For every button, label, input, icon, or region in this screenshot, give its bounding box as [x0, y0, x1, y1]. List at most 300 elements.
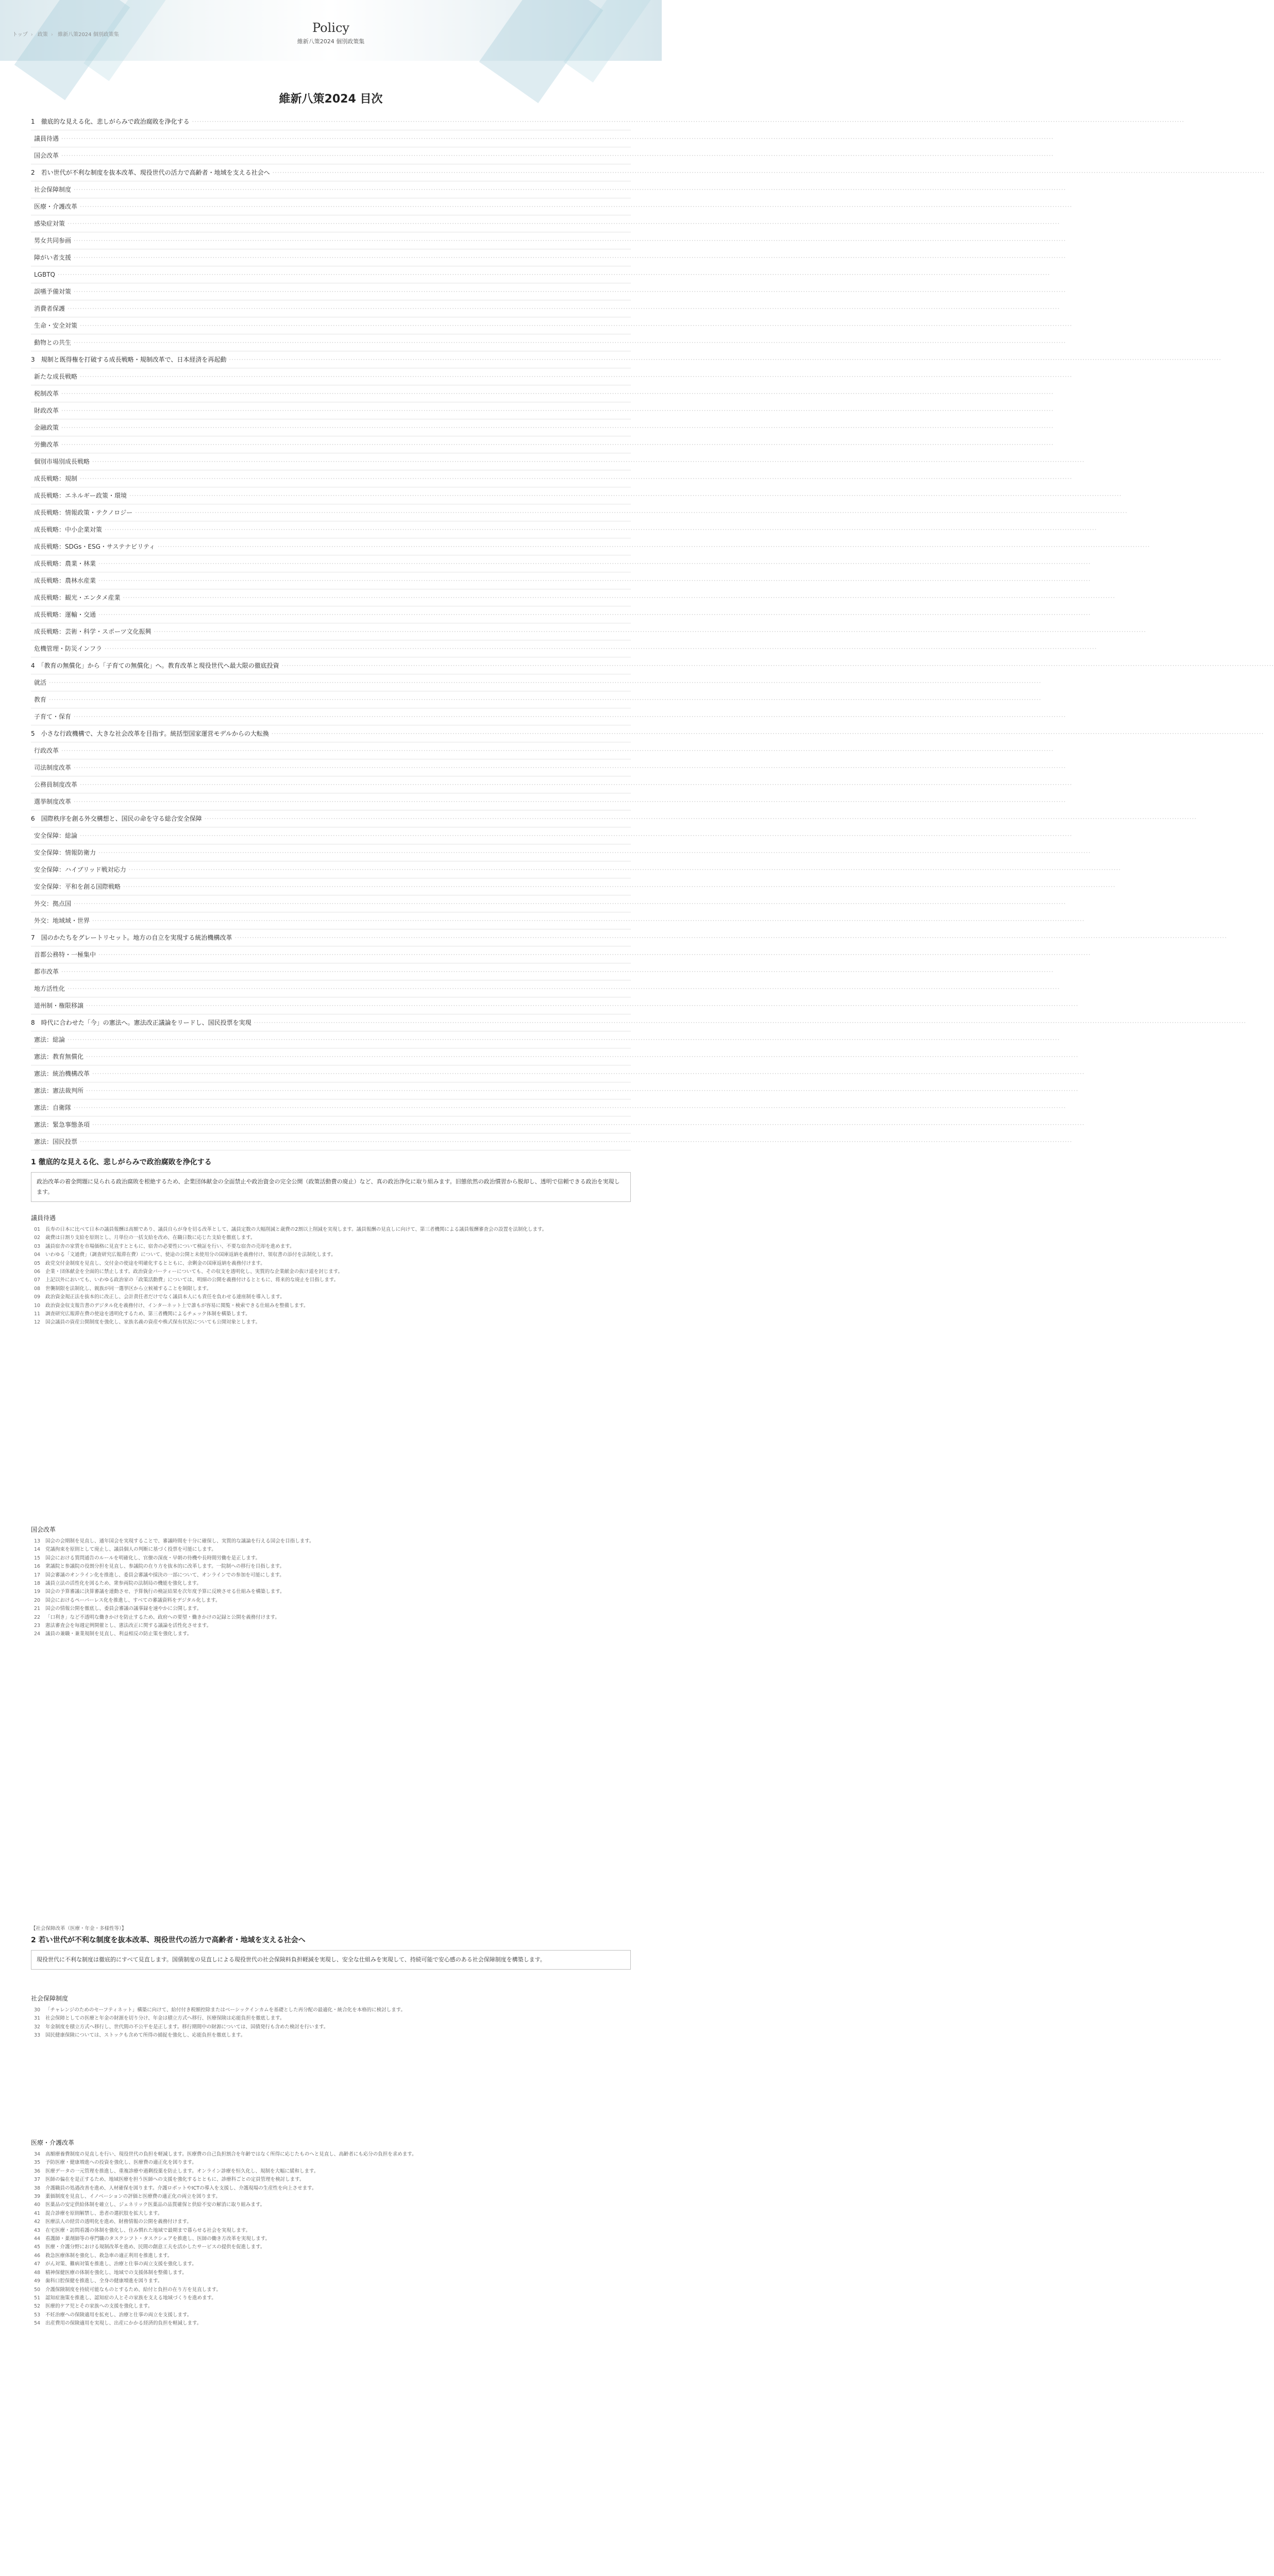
policy-item-number: 43: [34, 2227, 41, 2233]
toc-item-label: 成長戦略：SDGs・ESG・サステナビリティ: [34, 543, 155, 550]
toc-item-label: 個別市場別成長戦略: [34, 458, 90, 465]
section-1-title: 1 徹底的な見える化、悲しがらみで政治腐敗を浄化する: [31, 1158, 212, 1166]
policy-item-text: 世襲制限を法制化し、親族が同一選挙区から立候補することを制限します。: [45, 1285, 212, 1292]
toc-item-link[interactable]: [31, 368, 1072, 385]
policy-item-number: 01: [34, 1227, 41, 1232]
toc-leader-dots: ················································································································································································································································································································································································································: [90, 1121, 1085, 1128]
subsection-heading: 国会改革: [31, 1526, 56, 1533]
toc-item-link[interactable]: [31, 674, 1042, 691]
policy-item-text: 救急医療体制を強化し、救急車の適正利用を推進します。: [45, 2252, 173, 2259]
policy-item-text: 予防医療・健康増進への投資を強化し、医療費の適正化を図ります。: [45, 2160, 197, 2166]
breadcrumb-separator: ›: [51, 32, 53, 38]
toc-item-label: 就活: [34, 679, 47, 686]
toc-item-label: 安全保障：ハイブリッド戦対応力: [34, 866, 126, 873]
toc-chapter-link[interactable]: [31, 929, 1228, 946]
toc-item-label: 議員待遇: [34, 135, 59, 142]
policy-item: [31, 1268, 631, 1276]
policy-paragraph-list: [31, 1537, 631, 1908]
toc-item-link[interactable]: [31, 470, 1072, 487]
policy-item-text: 国会の会期制を見直し、通年国会を実現することで、審議時間を十分に確保し、実質的な議論を行える国会を目指します。: [45, 1538, 314, 1544]
section-2-title: 2 若い世代が不利な制度を抜本改革、現役世代の活力で高齢者・地域を支える社会へ: [31, 1936, 306, 1944]
policy-item: [31, 2023, 631, 2031]
toc-item-label: 誤嚥予備対策: [34, 288, 72, 295]
policy-item-number: 13: [34, 1538, 41, 1544]
policy-item-text: 「口利き」など不透明な働きかけを防止するため、政府への要望・働きかけの記録と公開を義務付けます。: [45, 1614, 280, 1620]
policy-item-number: 31: [34, 2015, 41, 2022]
toc-leader-dots: ················································································································································································································································································································································································································: [65, 220, 1060, 227]
toc-item-link[interactable]: [31, 1133, 1072, 1150]
toc-leader-dots: ················································································································································································································································································································································································································: [83, 1087, 1079, 1094]
policy-item: [31, 2302, 631, 2311]
policy-item: [31, 1571, 631, 1580]
toc-leader-dots: ················································································································································································································································································································································································································: [77, 322, 1072, 329]
toc-item-link[interactable]: [31, 997, 1079, 1014]
toc-leader-dots: ················································································································································································································································································································································································································: [132, 509, 1128, 516]
toc-leader-dots: ················································································································································································································································································································································································································: [126, 866, 1121, 873]
policy-item: [31, 1537, 631, 1546]
toc-chapter-link[interactable]: [31, 725, 1264, 742]
policy-item: [31, 2014, 631, 2023]
toc-leader-dots: ················································································································································································································································································································································································································: [59, 407, 1054, 414]
policy-item-number: 54: [34, 2320, 41, 2327]
toc-item-label: 1 徹底的な見える化、悲しがらみで政治腐敗を浄化する: [31, 118, 190, 125]
policy-item-text: 政治資金規正法を抜本的に改正し、会計責任者だけでなく議員本人にも責任を負わせる連座制を導入します。: [45, 1294, 285, 1300]
toc-leader-dots: ················································································································································································································································································································································································································: [121, 883, 1116, 890]
toc-leader-dots: ················································································································································································································································································································································································································: [59, 968, 1054, 975]
toc-leader-dots: ················································································································································································································································································································································································································: [71, 1104, 1066, 1111]
toc-item-label: 道州制・権限移譲: [34, 1002, 84, 1009]
toc-item-link[interactable]: [31, 912, 1085, 929]
toc-item-label: 6 国際秩序を創る外交構想と、国民の命を守る総合安全保障: [31, 815, 202, 822]
toc-item-link[interactable]: [31, 623, 1147, 640]
toc-chapter-link[interactable]: [31, 1014, 1247, 1031]
policy-item-text: 出産費用の保険適用を実現し、出産にかかる経済的負担を軽減します。: [45, 2320, 202, 2327]
toc-leader-dots: ················································································································································································································································································································································································································: [232, 934, 1228, 941]
toc-item-link[interactable]: [31, 487, 1122, 504]
toc-item-link[interactable]: [31, 895, 1066, 912]
toc-leader-dots: ················································································································································································································································································································································································································: [90, 917, 1085, 924]
toc-item-link[interactable]: [31, 878, 1116, 895]
policy-item-number: 34: [34, 2151, 41, 2157]
toc-chapter-link[interactable]: [31, 657, 1274, 674]
policy-item-number: 41: [34, 2210, 41, 2216]
toc-leader-dots: ················································································································································································································································································································································································································: [77, 203, 1072, 210]
policy-item: [31, 2235, 631, 2243]
toc-item-link[interactable]: [31, 504, 1128, 521]
toc-item-label: LGBTQ: [34, 271, 55, 278]
toc-item-link[interactable]: [31, 266, 1050, 283]
toc-item-label: 成長戦略：運輸・交通: [34, 611, 96, 618]
toc-item-link[interactable]: [31, 198, 1072, 215]
toc-item-label: 新たな成長戦略: [34, 373, 78, 380]
toc-item-link[interactable]: [31, 708, 1066, 725]
policy-item-number: 32: [34, 2024, 41, 2030]
toc-item-link[interactable]: [31, 538, 1150, 555]
toc-item-label: 成長戦略：農業・林業: [34, 560, 96, 567]
policy-item-text: 認知症施策を推進し、認知症の人とその家族を支える地域づくりを進めます。: [45, 2295, 216, 2301]
toc-item-label: 教育: [34, 696, 47, 703]
toc-leader-dots: ················································································································································································································································································································································································································: [226, 356, 1222, 363]
toc-leader-dots: ················································································································································································································································································································································································································: [202, 815, 1197, 822]
toc-item-link[interactable]: [31, 1048, 1079, 1065]
policy-item-text: 医療的ケア児とその家族への支援を強化します。: [45, 2303, 153, 2310]
breadcrumb-separator: ›: [30, 32, 33, 38]
toc-item-label: 憲法：自衛隊: [34, 1104, 72, 1111]
toc-leader-dots: ················································································································································································································································································································································································································: [251, 1019, 1247, 1026]
toc-leader-dots: ················································································································································································································································································································································································································: [59, 424, 1054, 431]
policy-item-text: 議員立法の活性化を図るため、衆参両院の法制局の機能を強化します。: [45, 1581, 202, 1587]
toc-item-label: 首都公務特・一極集中: [34, 951, 96, 958]
policy-item-number: 22: [34, 1614, 41, 1620]
policy-item-text: 混合診療を原則解禁し、患者の選択肢を拡大します。: [45, 2210, 163, 2216]
policy-item-number: 47: [34, 2261, 41, 2267]
toc-item-link[interactable]: [31, 402, 1054, 419]
toc-item-label: 5 小さな行政機構で、大きな社会改革を目指す。統括型国家運営モデルからの大転換: [31, 730, 269, 737]
toc-item-label: 成長戦略：芸術・科学・スポーツ文化振興: [34, 628, 152, 635]
policy-item: [31, 2201, 631, 2209]
toc-leader-dots: ················································································································································································································································································································································································································: [189, 118, 1185, 125]
toc-item-label: 国会改革: [34, 152, 59, 159]
policy-item-number: 21: [34, 1606, 41, 1612]
toc-chapter-link[interactable]: [31, 164, 1265, 181]
policy-item: [31, 1580, 631, 1588]
policy-item-text: 政党交付金制度を見直し、交付金の使途を明確化するとともに、余剰金の国庫返納を義務付けます。: [45, 1260, 265, 1266]
policy-item: [31, 1260, 631, 1268]
policy-item: [31, 2269, 631, 2277]
toc-item-label: 安全保障：情報防衛力: [34, 849, 96, 856]
policy-item-number: 16: [34, 1564, 41, 1570]
toc-item-link[interactable]: [31, 1065, 1085, 1082]
toc-leader-dots: ················································································································································································································································································································································································································: [270, 169, 1265, 176]
policy-item: [31, 2159, 631, 2167]
policy-item-text: 歳費は日割り支給を原則とし、月単位の一括支給を改め、在職日数に応じた支給を徹底します。: [45, 1235, 256, 1241]
toc-item-label: 地方活性化: [34, 985, 65, 992]
toc-item-link[interactable]: [31, 827, 1072, 844]
section-2-tag: 【社会保障改革（医療・年金・多様性等）】: [31, 1926, 127, 1931]
toc-leader-dots: ················································································································································································································································································································································································································: [120, 594, 1116, 601]
toc-item-link[interactable]: [31, 572, 1091, 589]
toc-item-link[interactable]: [31, 147, 1054, 164]
policy-item-number: 15: [34, 1555, 41, 1561]
toc-item-link[interactable]: [31, 436, 1054, 453]
toc-leader-dots: ················································································································································································································································································································································································································: [269, 730, 1264, 737]
toc-item-label: 外交：地域域・世界: [34, 917, 90, 924]
policy-item-number: 53: [34, 2312, 41, 2318]
policy-item-text: 議員宿舎の家賃を市場価格に見直すとともに、宿舎の必要性について検証を行い、不要な宿舎の売却を進めます。: [45, 1243, 295, 1249]
policy-item: [31, 2286, 631, 2294]
policy-item: [31, 2243, 631, 2251]
table-of-contents: [31, 113, 1274, 1150]
toc-item-link[interactable]: [31, 793, 1066, 810]
toc-item-label: 生命・安全対策: [34, 322, 78, 329]
policy-item-number: 02: [34, 1235, 41, 1241]
toc-item-label: 金融政策: [34, 424, 59, 431]
breadcrumb-link-top[interactable]: トップ: [12, 32, 28, 38]
toc-item-link[interactable]: [31, 776, 1072, 793]
toc-leader-dots: ················································································································································································································································································································································································································: [77, 832, 1072, 839]
toc-item-link[interactable]: [31, 759, 1066, 776]
toc-item-link[interactable]: [31, 963, 1054, 980]
toc-leader-dots: ················································································································································································································································································································································································································: [71, 798, 1066, 805]
toc-item-link[interactable]: [31, 980, 1060, 997]
toc-item-link[interactable]: [31, 130, 1054, 147]
policy-item: [31, 2210, 631, 2218]
policy-item: [31, 2260, 631, 2268]
policy-item-number: 03: [34, 1243, 41, 1249]
policy-item-text: 在宅医療・訪問看護の体制を強化し、住み慣れた地域で最期まで暮らせる社会を実現します。: [45, 2227, 250, 2233]
policy-item-number: 52: [34, 2303, 41, 2310]
toc-leader-dots: ················································································································································································································································································································································································································: [96, 611, 1091, 618]
policy-item: [31, 2252, 631, 2260]
policy-item: [31, 2227, 631, 2235]
policy-item-text: いわゆる「文通費」（調査研究広報滞在費）について、使途の公開と未使用分の国庫返納を義務付け、領収書の添付を法制化します。: [45, 1252, 336, 1258]
toc-leader-dots: ················································································································································································································································································································································································································: [71, 339, 1066, 346]
toc-leader-dots: ················································································································································································································································································································································································································: [59, 390, 1054, 397]
policy-item-text: 精神保健医療の体制を強化し、地域での支援体制を整備します。: [45, 2269, 187, 2276]
policy-item-number: 04: [34, 1252, 41, 1258]
policy-item: [31, 1310, 631, 1318]
policy-item-text: 薬価制度を見直し、イノベーションの評価と医療費の適正化の両立を図ります。: [45, 2194, 221, 2200]
breadcrumb-current: 維新八策2024 個別政策集: [58, 32, 119, 38]
toc-leader-dots: ················································································································································································································································································································································································································: [65, 985, 1060, 992]
toc-item-label: 医療・介護改革: [34, 203, 78, 210]
toc-leader-dots: ················································································································································································································································································································································································································: [46, 696, 1042, 703]
toc-item-label: 2 若い世代が不利な制度を抜本改革、現役世代の活力で高齢者・地域を支える社会へ: [31, 169, 270, 176]
toc-leader-dots: ················································································································································································································································································································································································································: [151, 628, 1147, 635]
page-hero: [0, 0, 662, 61]
policy-item-number: 42: [34, 2219, 41, 2225]
policy-item-number: 30: [34, 2007, 41, 2013]
toc-leader-dots: ················································································································································································································································································································································································································: [127, 492, 1122, 499]
toc-leader-dots: ················································································································································································································································································································································································································: [71, 237, 1066, 244]
policy-item-number: 05: [34, 1260, 41, 1266]
policy-item-number: 14: [34, 1547, 41, 1553]
policy-item-text: 歯科口腔保健を推進し、全身の健康増進を図ります。: [45, 2278, 163, 2284]
policy-item-text: 医療データの一元管理を推進し、重複診療や過剰投薬を防止します。オンライン診療を恒久化し、規制を大幅に緩和します。: [45, 2168, 319, 2174]
toc-leader-dots: ················································································································································································································································································································································································································: [59, 747, 1054, 754]
toc-leader-dots: ················································································································································································································································································································································································································: [59, 441, 1054, 448]
toc-leader-dots: ················································································································································································································································································································································································································: [96, 849, 1091, 856]
toc-item-label: 成長戦略：規制: [34, 475, 78, 482]
policy-item-number: 12: [34, 1319, 41, 1326]
toc-item-label: 成長戦略：農林水産業: [34, 577, 96, 584]
toc-item-label: 成長戦略：エネルギー政策・環境: [34, 492, 127, 499]
policy-item-text: 調査研究広報滞在費の使途を透明化するため、第三者機関によるチェック体制を構築します。: [45, 1311, 250, 1317]
policy-item-text: 医療法人の経営の透明化を進め、財務情報の公開を義務付けます。: [45, 2219, 192, 2225]
breadcrumb-link-policy[interactable]: 政策: [37, 32, 48, 38]
policy-item: [31, 2006, 631, 2014]
policy-item: [31, 1630, 631, 1638]
policy-item-number: 20: [34, 1597, 41, 1603]
subsection-heading: 議員待遇: [31, 1214, 56, 1222]
toc-leader-dots: ················································································································································································································································································································································································································: [96, 951, 1091, 958]
toc-item-label: 財政改革: [34, 407, 59, 414]
policy-item-number: 35: [34, 2160, 41, 2166]
toc-item-label: 安全保障：平和を創る国際戦略: [34, 883, 121, 890]
policy-item: [31, 2218, 631, 2226]
toc-item-label: 7 国のかたちをグレートリセット。地方の自立を実現する統治機構改革: [31, 934, 232, 941]
policy-item: [31, 1293, 631, 1301]
policy-item-text: 国会における質問通告のルールを明確化し、官僚の深夜・早朝の待機や長時間労働を是正します。: [45, 1555, 261, 1561]
policy-item-text: 介護職員の処遇改善を進め、人材確保を図ります。介護ロボットやICTの導入を支援し、介護現場の生産性を向上させます。: [45, 2185, 317, 2191]
toc-leader-dots: ················································································································································································································································································································································································································: [65, 305, 1060, 312]
policy-item-text: 長寿の日本に比べて日本の議員報酬は高額であり、議員自らが身を切る改革として、議員定数の大幅削減と歳費の2割以上削減を実現します。議員報酬の見直しに向けて、第三者機関による議員報酬審査会の設置を法制化します。: [45, 1227, 547, 1232]
toc-item-link[interactable]: [31, 1031, 1060, 1048]
toc-leader-dots: ················································································································································································································································································································································································································: [46, 679, 1042, 686]
subsection-heading: 医療・介護改革: [31, 2139, 75, 2146]
toc-item-label: 危機管理・防災インフラ: [34, 645, 103, 652]
policy-item-text: 高額療養費制度の見直しを行い、現役世代の負担を軽減します。医療費の自己負担割合を年齢ではなく所得に応じたものへと見直し、高齢者にも応分の負担を求めます。: [45, 2151, 417, 2157]
policy-item: [31, 1546, 631, 1554]
toc-item-link[interactable]: [31, 1082, 1079, 1099]
policy-item-number: 48: [34, 2269, 41, 2276]
toc-item-label: 成長戦略：観光・エンタメ産業: [34, 594, 121, 601]
toc-item-label: 安全保障：総論: [34, 832, 78, 839]
toc-item-label: 憲法：教育無償化: [34, 1053, 84, 1060]
toc-item-label: 子育て・保育: [34, 713, 72, 720]
toc-chapter-link[interactable]: [31, 810, 1197, 827]
policy-item: [31, 1554, 631, 1563]
policy-item: [31, 2176, 631, 2184]
toc-leader-dots: ················································································································································································································································································································································································································: [59, 135, 1054, 142]
toc-item-label: 憲法：総論: [34, 1036, 65, 1043]
policy-item: [31, 2167, 631, 2176]
policy-item-text: 議員の兼職・兼業規制を見直し、利益相反の防止策を強化します。: [45, 1631, 192, 1637]
policy-item: [31, 1226, 631, 1234]
policy-item: [31, 2184, 631, 2193]
toc-chapter-link[interactable]: [31, 351, 1222, 368]
toc-item-label: 憲法：憲法裁判所: [34, 1087, 84, 1094]
policy-item-text: 医療・介護分野における規制改革を進め、民間の創意工夫を活かしたサービスの提供を促進します。: [45, 2244, 265, 2250]
toc-item-link[interactable]: [31, 283, 1066, 300]
toc-item-link[interactable]: [31, 946, 1091, 963]
policy-item: [31, 2150, 631, 2159]
toc-item-link[interactable]: [31, 606, 1091, 623]
toc-item-link[interactable]: [31, 521, 1097, 538]
toc-item-label: 都市改革: [34, 968, 59, 975]
policy-item-text: 国会の情報公開を徹底し、委員会審議の議事録を速やかに公開します。: [45, 1606, 202, 1612]
toc-leader-dots: ················································································································································································································································································································································································································: [71, 900, 1066, 907]
policy-item-text: 年金制度を積立方式へ移行し、世代間の不公平を是正します。移行期間中の財源については、国債発行も含めた検討を行います。: [45, 2024, 329, 2030]
toc-item-link[interactable]: [31, 300, 1060, 317]
policy-item: [31, 1588, 631, 1596]
policy-item-text: がん対策、難病対策を推進し、治療と仕事の両立支援を強化します。: [45, 2261, 197, 2267]
policy-item-number: 40: [34, 2202, 41, 2208]
policy-item-number: 49: [34, 2278, 41, 2284]
policy-item-number: 44: [34, 2236, 41, 2242]
toc-item-label: 感染症対策: [34, 220, 65, 227]
toc-item-label: 行政改革: [34, 747, 59, 754]
toc-leader-dots: ················································································································································································································································································································································································································: [59, 152, 1054, 159]
toc-item-link[interactable]: [31, 317, 1072, 334]
toc-item-link[interactable]: [31, 232, 1066, 249]
toc-item-link[interactable]: [31, 215, 1060, 232]
policy-item-text: 政治資金収支報告書のデジタル化を義務付け、インターネット上で誰もが容易に閲覧・検索できる仕組みを整備します。: [45, 1302, 309, 1309]
policy-item: [31, 2031, 631, 2040]
policy-item-number: 37: [34, 2177, 41, 2183]
toc-item-label: 男女共同参画: [34, 237, 72, 244]
policy-item: [31, 2311, 631, 2319]
policy-item-number: 38: [34, 2185, 41, 2191]
toc-item-label: 消費者保護: [34, 305, 65, 312]
policy-item-text: 上記以外においても、いわゆる政治家の「政策活動費」については、明細の公開を義務付けるとともに、将来的な廃止を目指します。: [45, 1277, 339, 1283]
policy-item-number: 09: [34, 1294, 41, 1300]
policy-item-text: 企業・団体献金を全面的に禁止します。政治資金パーティーについても、その収支を透明化し、実質的な企業献金の抜け道を封じます。: [45, 1269, 343, 1275]
toc-item-label: 成長戦略：情報政策・テクノロジー: [34, 509, 133, 516]
policy-item-text: 不妊治療への保険適用を拡充し、治療と仕事の両立を支援します。: [45, 2312, 192, 2318]
policy-item: [31, 2294, 631, 2302]
toc-leader-dots: ················································································································································································································································································································································································································: [279, 662, 1274, 669]
toc-item-link[interactable]: [31, 742, 1054, 759]
toc-item-label: 外交：拠点国: [34, 900, 72, 907]
toc-item-link[interactable]: [31, 861, 1121, 878]
policy-item-number: 10: [34, 1302, 41, 1309]
toc-item-link[interactable]: [31, 555, 1091, 572]
toc-leader-dots: ················································································································································································································································································································································································································: [71, 713, 1066, 720]
toc-item-label: 憲法：統治機構改革: [34, 1070, 90, 1077]
toc-item-link[interactable]: [31, 249, 1066, 266]
policy-item: [31, 1605, 631, 1613]
toc-item-link[interactable]: [31, 1099, 1066, 1116]
toc-item-link[interactable]: [31, 589, 1116, 606]
toc-leader-dots: ················································································································································································································································································································································································································: [71, 764, 1066, 771]
toc-item-label: 税制改革: [34, 390, 59, 397]
toc-item-link[interactable]: [31, 453, 1085, 470]
policy-item-number: 17: [34, 1572, 41, 1578]
toc-item-link[interactable]: [31, 419, 1054, 436]
policy-item-number: 33: [34, 2032, 41, 2039]
toc-item-label: 公務員制度改革: [34, 781, 78, 788]
toc-leader-dots: ················································································································································································································································································································································································································: [83, 1002, 1079, 1009]
policy-item-text: 介護保険制度を持続可能なものとするため、給付と負担の在り方を見直します。: [45, 2286, 221, 2293]
toc-item-label: 労働改革: [34, 441, 59, 448]
toc-leader-dots: ················································································································································································································································································································································································································: [155, 543, 1150, 550]
policy-item-text: 衆議院と参議院の役割分担を見直し、参議院の在り方を抜本的に改革します。一院制への移行を目指します。: [45, 1564, 284, 1570]
toc-item-link[interactable]: [31, 640, 1097, 657]
toc-item-link[interactable]: [31, 691, 1042, 708]
toc-item-label: 8 時代に合わせた「今」の憲法へ。憲法改正議論をリードし、国民投票を実現: [31, 1019, 252, 1026]
policy-item-text: 国会審議のオンライン化を推進し、委員会審議や採決の一部について、オンラインでの参加を可能にします。: [45, 1572, 284, 1578]
toc-leader-dots: ················································································································································································································································································································································································································: [77, 1138, 1072, 1145]
policy-item-number: 51: [34, 2295, 41, 2301]
toc-leader-dots: ················································································································································································································································································································································································································: [102, 645, 1097, 652]
toc-leader-dots: ················································································································································································································································································································································································································: [102, 526, 1097, 533]
toc-item-label: 3 規制と既得権を打破する成長戦略・規制改革で、日本経済を再起動: [31, 356, 227, 363]
toc-leader-dots: ················································································································································································································································································································································································································: [90, 458, 1085, 465]
toc-item-link[interactable]: [31, 1116, 1085, 1133]
toc-item-link[interactable]: [31, 844, 1091, 861]
page-subtitle: 維新八策2024 個別政策集: [297, 38, 365, 45]
toc-leader-dots: ················································································································································································································································································································································································································: [77, 373, 1072, 380]
toc-heading: 維新八策2024 目次: [279, 93, 383, 106]
toc-leader-dots: ················································································································································································································································································································································································································: [96, 560, 1091, 567]
toc-leader-dots: ················································································································································································································································································································································································································: [77, 781, 1072, 788]
toc-item-link[interactable]: [31, 181, 1066, 198]
policy-item: [31, 2193, 631, 2201]
toc-item-label: 4 「教育の無償化」から「子育ての無償化」へ。教育改革と現役世代へ最大限の徹底投資: [31, 662, 279, 669]
toc-item-link[interactable]: [31, 385, 1054, 402]
policy-item: [31, 2277, 631, 2285]
policy-item-number: 23: [34, 1623, 41, 1629]
policy-item-text: 国会議員の資産公開制度を強化し、家族名義の資産や株式保有状況についても公開対象とします。: [45, 1319, 261, 1326]
toc-chapter-link[interactable]: [31, 113, 1185, 130]
policy-item: [31, 1234, 631, 1242]
policy-item-text: 「チャレンジのためのセーフティネット」構築に向けて、給付付き税額控除またはベーシックインカムを基礎とした再分配の最適化・統合化を本格的に検討します。: [45, 2007, 406, 2013]
toc-leader-dots: ················································································································································································································································································································································································································: [71, 288, 1066, 295]
toc-item-link[interactable]: [31, 334, 1066, 351]
policy-item-text: 国民健康保険については、ストックも含めて所得の捕捉を強化し、応能負担を徹底します。: [45, 2032, 246, 2039]
policy-item-text: 医師の偏在を是正するため、地域医療を担う医師への支援を強化するとともに、診療科ごとの定員管理を検討します。: [45, 2177, 305, 2183]
